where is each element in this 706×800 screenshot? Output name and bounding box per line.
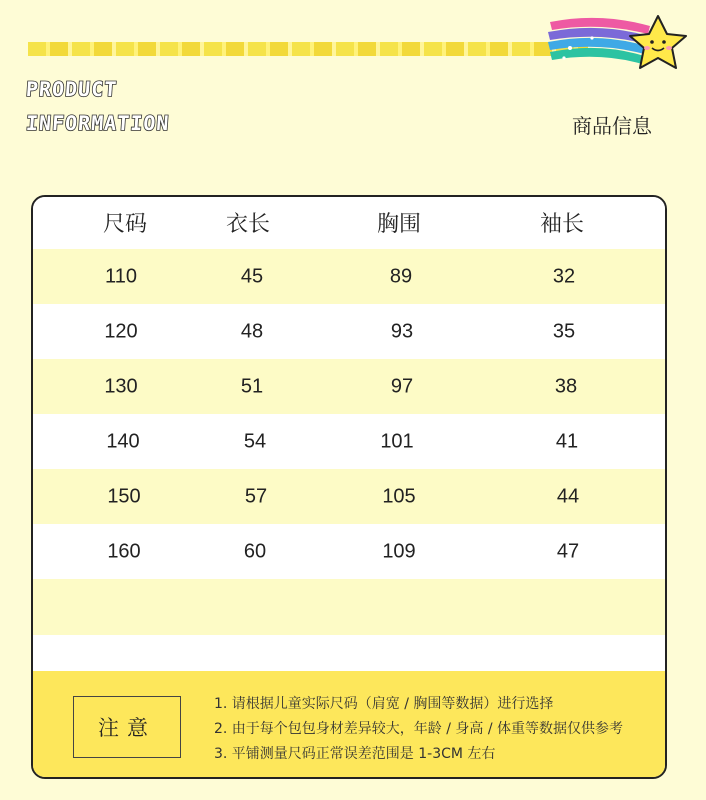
table-row [33, 249, 665, 304]
cell-size: 110 [105, 265, 137, 287]
cell-length: 60 [243, 540, 267, 562]
column-header-length: 衣长 [225, 212, 271, 237]
cell-size: 160 [107, 540, 141, 562]
cell-sleeve: 44 [556, 485, 580, 507]
column-header-sleeve: 袖长 [539, 212, 585, 237]
cell-sleeve: 41 [555, 430, 579, 452]
cell-chest: 97 [390, 375, 414, 397]
cell-sleeve: 47 [556, 540, 580, 562]
table-row [33, 469, 665, 524]
cell-length: 57 [244, 485, 268, 507]
table-row [33, 414, 665, 469]
note-label-box: 注意 [73, 696, 181, 758]
size-table-card [31, 195, 667, 779]
table-row [33, 304, 665, 359]
decorative-stripe [28, 42, 588, 56]
table-row [33, 524, 665, 579]
title-product-info: 商品信息 [572, 114, 652, 138]
column-header-chest: 胸围 [376, 212, 422, 237]
cell-size: 130 [104, 375, 138, 397]
empty-row [33, 635, 665, 671]
title-en-information: INFORMATION [25, 111, 171, 135]
title-en-product: PRODUCT [25, 77, 119, 101]
cell-size: 140 [106, 430, 140, 452]
cell-length: 48 [240, 320, 264, 342]
note-line-3: 3. 平铺测量尺码正常误差范围是 1-3CM 左右 [214, 746, 496, 762]
table-header [33, 197, 665, 249]
cell-chest: 89 [389, 265, 413, 287]
cell-length: 54 [243, 430, 267, 452]
cell-chest: 93 [390, 320, 414, 342]
cell-chest: 101 [380, 430, 414, 452]
table-row [33, 359, 665, 414]
cell-length: 45 [240, 265, 264, 287]
rainbow-star-icon [540, 8, 706, 78]
note-line-2: 2. 由于每个包包身材差异较大，年龄 / 身高 / 体重等数据仅供参考 [214, 721, 624, 737]
cell-size: 120 [104, 320, 138, 342]
cell-chest: 105 [382, 485, 416, 507]
cell-size: 150 [107, 485, 141, 507]
note-line-1: 1. 请根据儿童实际尺码（肩宽 / 胸围等数据）进行选择 [214, 696, 554, 712]
cell-chest: 109 [382, 540, 416, 562]
cell-sleeve: 32 [552, 265, 576, 287]
column-header-size: 尺码 [102, 212, 148, 237]
cell-length: 51 [240, 375, 264, 397]
notes-section [33, 671, 665, 779]
empty-row [33, 579, 665, 635]
cell-sleeve: 35 [552, 320, 576, 342]
cell-sleeve: 38 [554, 375, 578, 397]
